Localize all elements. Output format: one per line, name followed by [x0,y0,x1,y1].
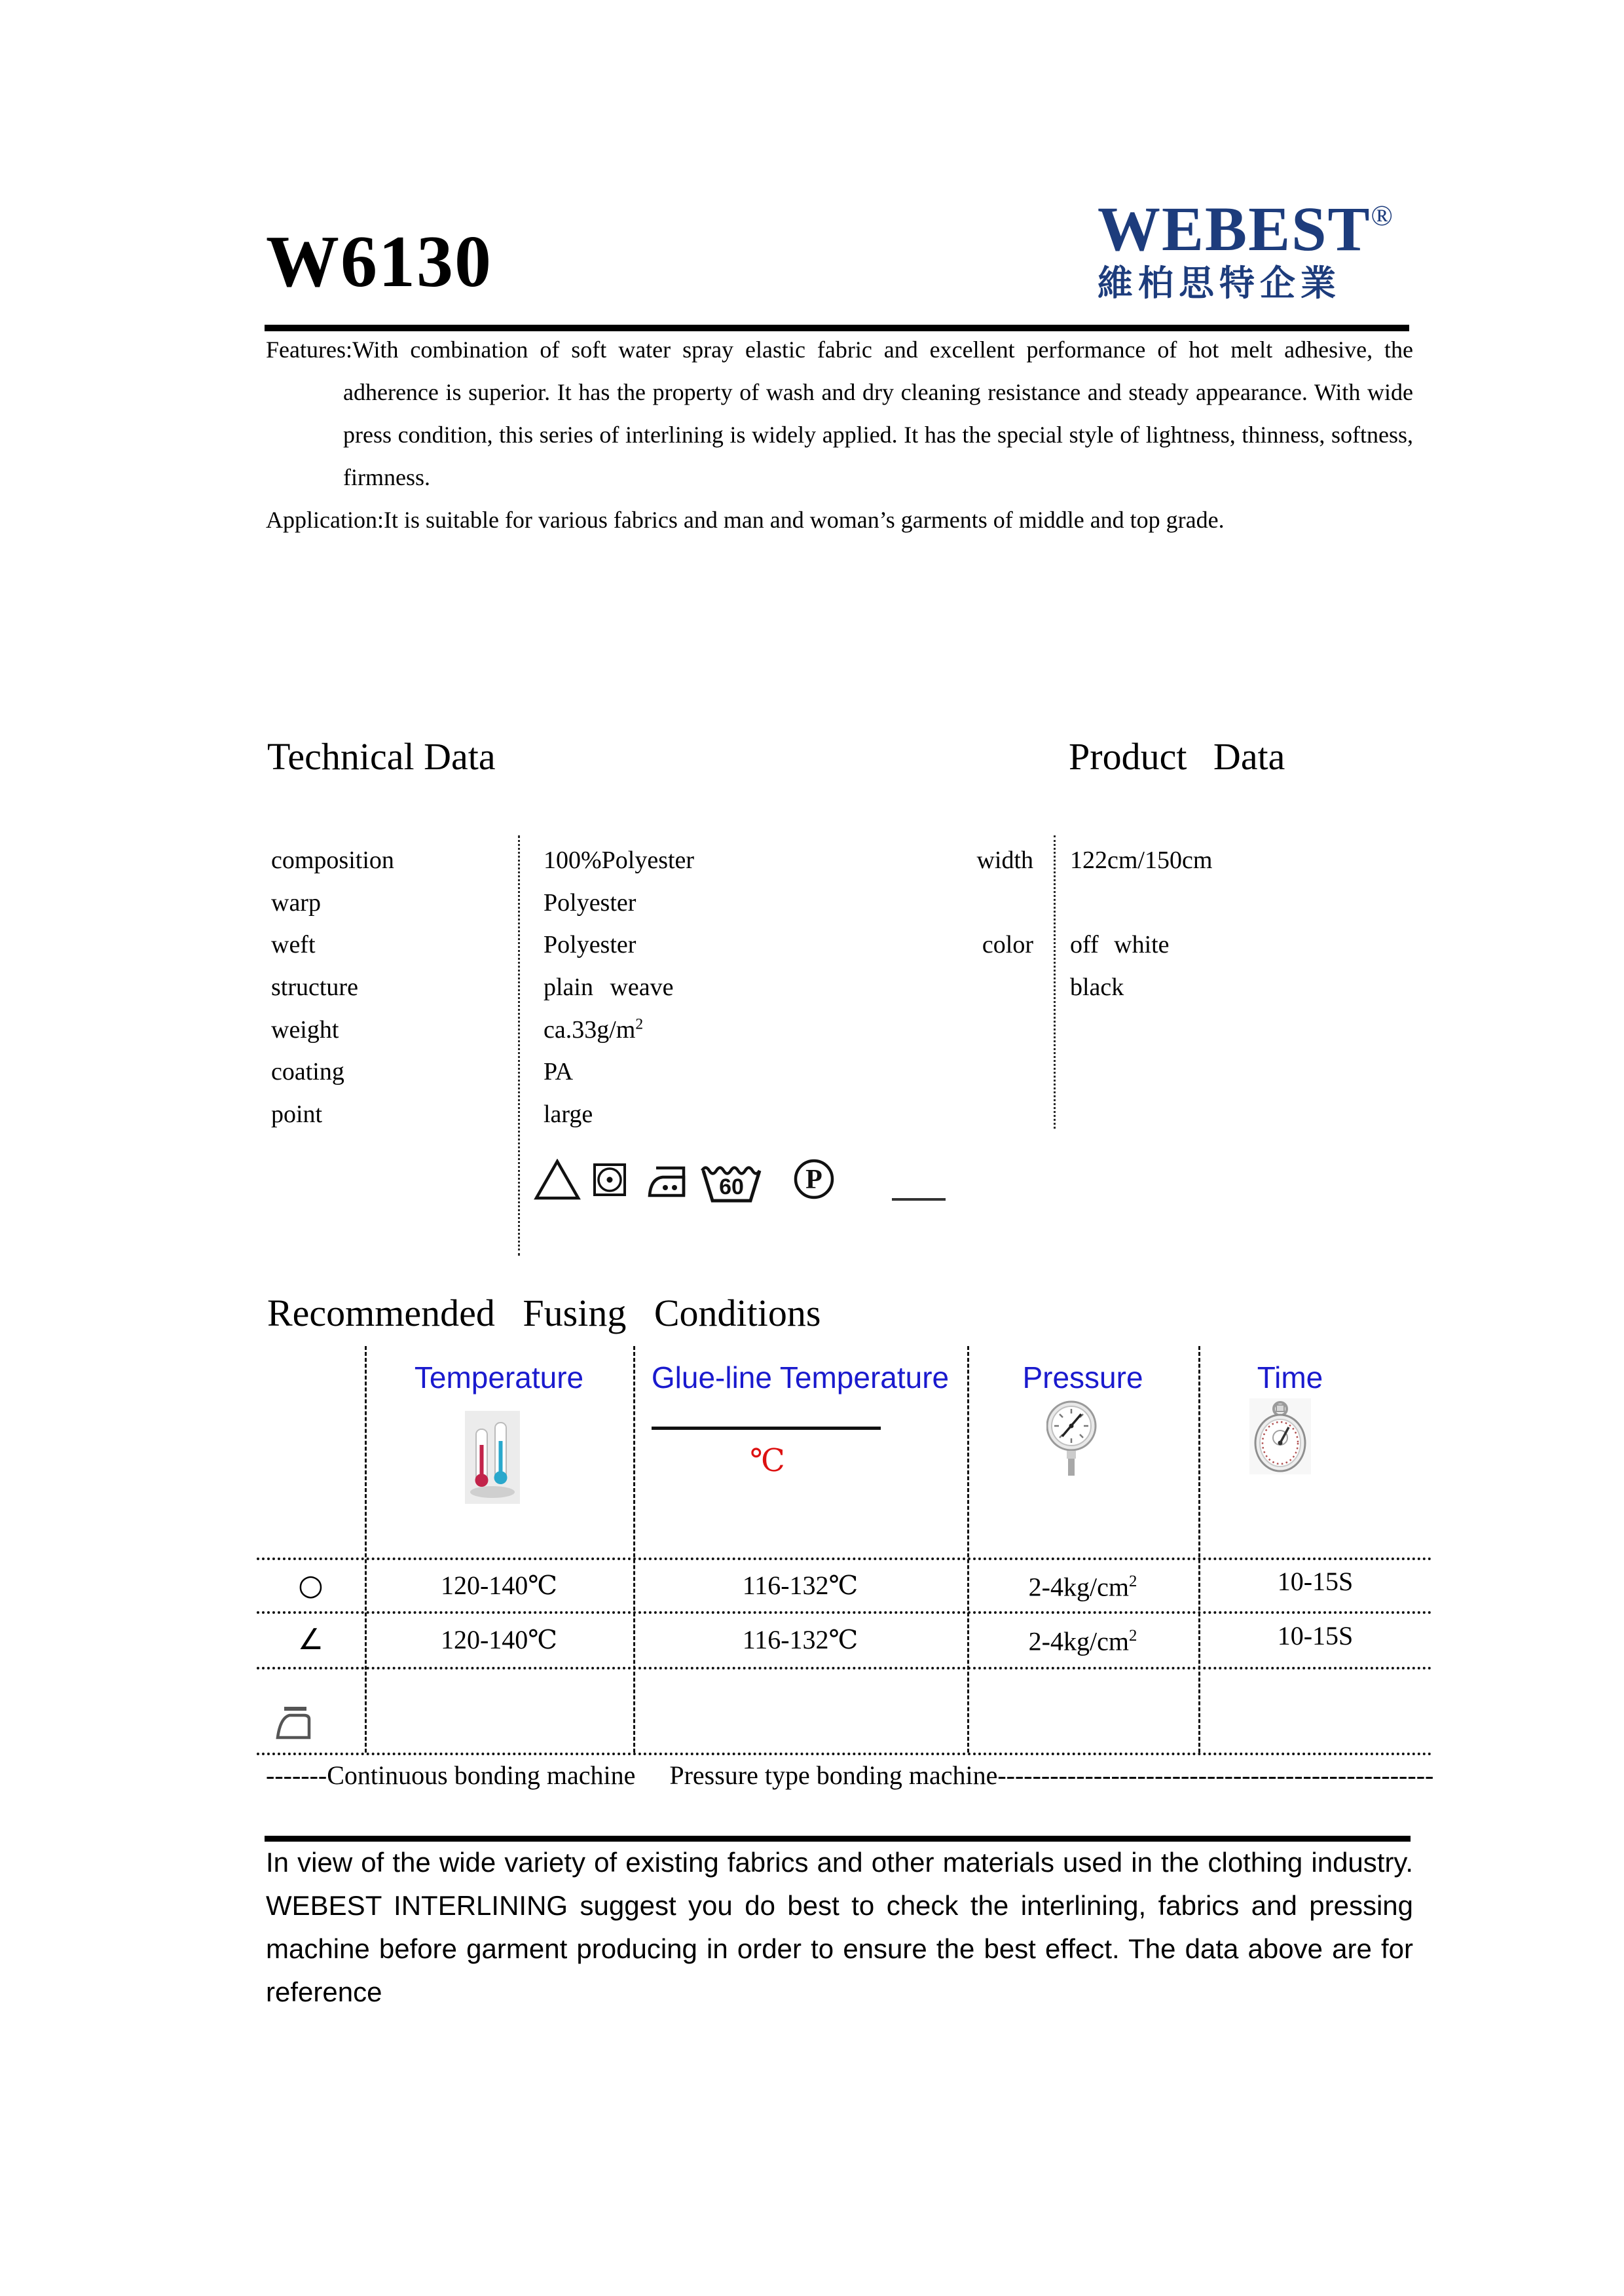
fusing-row2-temperature: 120-140℃ [440,1625,558,1654]
application-paragraph: Application:It is suitable for various fabrics and man and woman’s garments of middle and top grade. [266,507,1225,533]
fusing-row-line-2 [257,1611,1432,1614]
continuous-bonding-label: -------Continuous bonding machine [266,1760,636,1790]
tech-label-point: point [271,1101,323,1128]
iron-two-dots-icon [646,1164,692,1199]
fusing-col-line-3 [967,1346,969,1753]
footer-note: In view of the wide variety of existing fabrics and other materials used in the clothing industry. WEBEST INTERLINING suggest you do best to check the interlining, fabrics and pressing machine before garment producing in order to ensure the best effect. The data above are for reference [266,1847,1413,2007]
fusing-col-line-2 [633,1346,635,1753]
product-value-color-2: black [1070,974,1124,1001]
page-title: W6130 [266,221,492,302]
fusing-header-pressure: Pressure [1022,1360,1143,1394]
pressure-gauge-icon [1046,1396,1099,1480]
brand-logo-text: WEBEST [1098,194,1371,264]
tech-value-weft: Polyester [544,931,637,958]
bonding-machines-line [266,1760,1434,1791]
care-underline-mark [892,1198,946,1201]
tech-label-warp: warp [271,889,321,917]
fusing-row1-pressure [967,1562,1198,1607]
iron-machine-icon [272,1702,316,1743]
technical-data-heading: Technical Data [267,735,496,778]
tech-value-point: large [544,1101,593,1128]
fusing-row-line-1 [257,1558,1432,1560]
tech-label-structure: structure [271,974,358,1001]
fusing-row2-pressure-base: 2-4kg/cm [1028,1626,1129,1656]
registered-mark-icon: ® [1371,200,1393,232]
product-label-width: width [976,847,1033,874]
fusing-row1-time: 10-15S [1277,1567,1354,1596]
intro-block [266,329,1413,541]
product-label-color: color [982,931,1033,958]
product-separator-line [1054,835,1056,1129]
brand-logo-chinese: 維柏思特企業 [1098,264,1341,303]
fusing-row-line-4 [257,1753,1432,1755]
fusing-col-line-4 [1198,1346,1200,1753]
dry-clean-letter: P [805,1165,822,1195]
tech-value-weight-base: ca.33g/m [544,1016,636,1044]
fusing-row2-time: 10-15S [1277,1621,1354,1650]
features-paragraph: Features:With combination of soft water spray elastic fabric and excellent performance of hot melt adhesive, the adherence is superior. It has the property of wash and dry cleaning resistance and steady appearance. With wide press condition, this series of interlining is widely applied. It has the special style of lightness, thinness, softness, firmness. [266,337,1413,490]
fusing-header-time: Time [1257,1360,1323,1394]
brand-logo [1098,194,1412,303]
tech-label-weight: weight [271,1016,339,1044]
tech-value-weight [544,1015,643,1044]
fusing-row2-glue: 116-132℃ [742,1625,858,1654]
technical-separator-line [518,835,520,1256]
fusing-row1-pressure-sup: 2 [1128,1573,1137,1590]
product-value-width: 122cm/150cm [1070,847,1213,874]
fusing-col-line-1 [365,1346,367,1753]
pressure-bonding-label: Pressure type bonding machine-------------------------------------------------- [669,1760,1434,1790]
wash-60-icon [699,1161,764,1205]
product-value-color-1: off white [1070,931,1170,958]
tumble-dry-icon [593,1163,627,1197]
product-data-heading: Product Data [1069,735,1285,778]
glue-line-underline [652,1427,881,1430]
fusing-header-glue-line: Glue-line Temperature [651,1360,950,1394]
fusing-header-temperature: Temperature [414,1360,584,1394]
bleach-triangle-icon [534,1159,581,1201]
wash-temperature-number: 60 [719,1175,744,1199]
tech-label-coating: coating [271,1058,344,1085]
tech-label-weft: weft [271,931,316,958]
thermometer-icon [465,1411,520,1504]
fusing-conditions-heading: Recommended Fusing Conditions [267,1292,821,1334]
fusing-row2-pressure-sup: 2 [1128,1627,1137,1645]
fusing-row1-glue: 116-132℃ [742,1571,858,1600]
fusing-row1-symbol: ○ [298,1569,323,1602]
tech-label-composition: composition [271,847,394,874]
tech-value-weight-sup: 2 [635,1015,644,1033]
tech-value-composition: 100%Polyester [544,847,695,874]
dry-clean-p-icon [792,1157,836,1201]
tech-value-coating: PA [544,1058,574,1085]
stopwatch-icon [1249,1398,1311,1474]
glue-line-unit: ℃ [750,1444,785,1478]
fusing-row2-symbol: ∠ [297,1623,324,1656]
fusing-row1-pressure-base: 2-4kg/cm [1028,1572,1129,1602]
tech-value-structure: plain weave [544,974,674,1001]
fusing-row2-pressure [967,1616,1198,1661]
tech-value-warp: Polyester [544,889,637,917]
fusing-row1-temperature: 120-140℃ [440,1571,558,1600]
fusing-row-line-3 [257,1667,1432,1669]
